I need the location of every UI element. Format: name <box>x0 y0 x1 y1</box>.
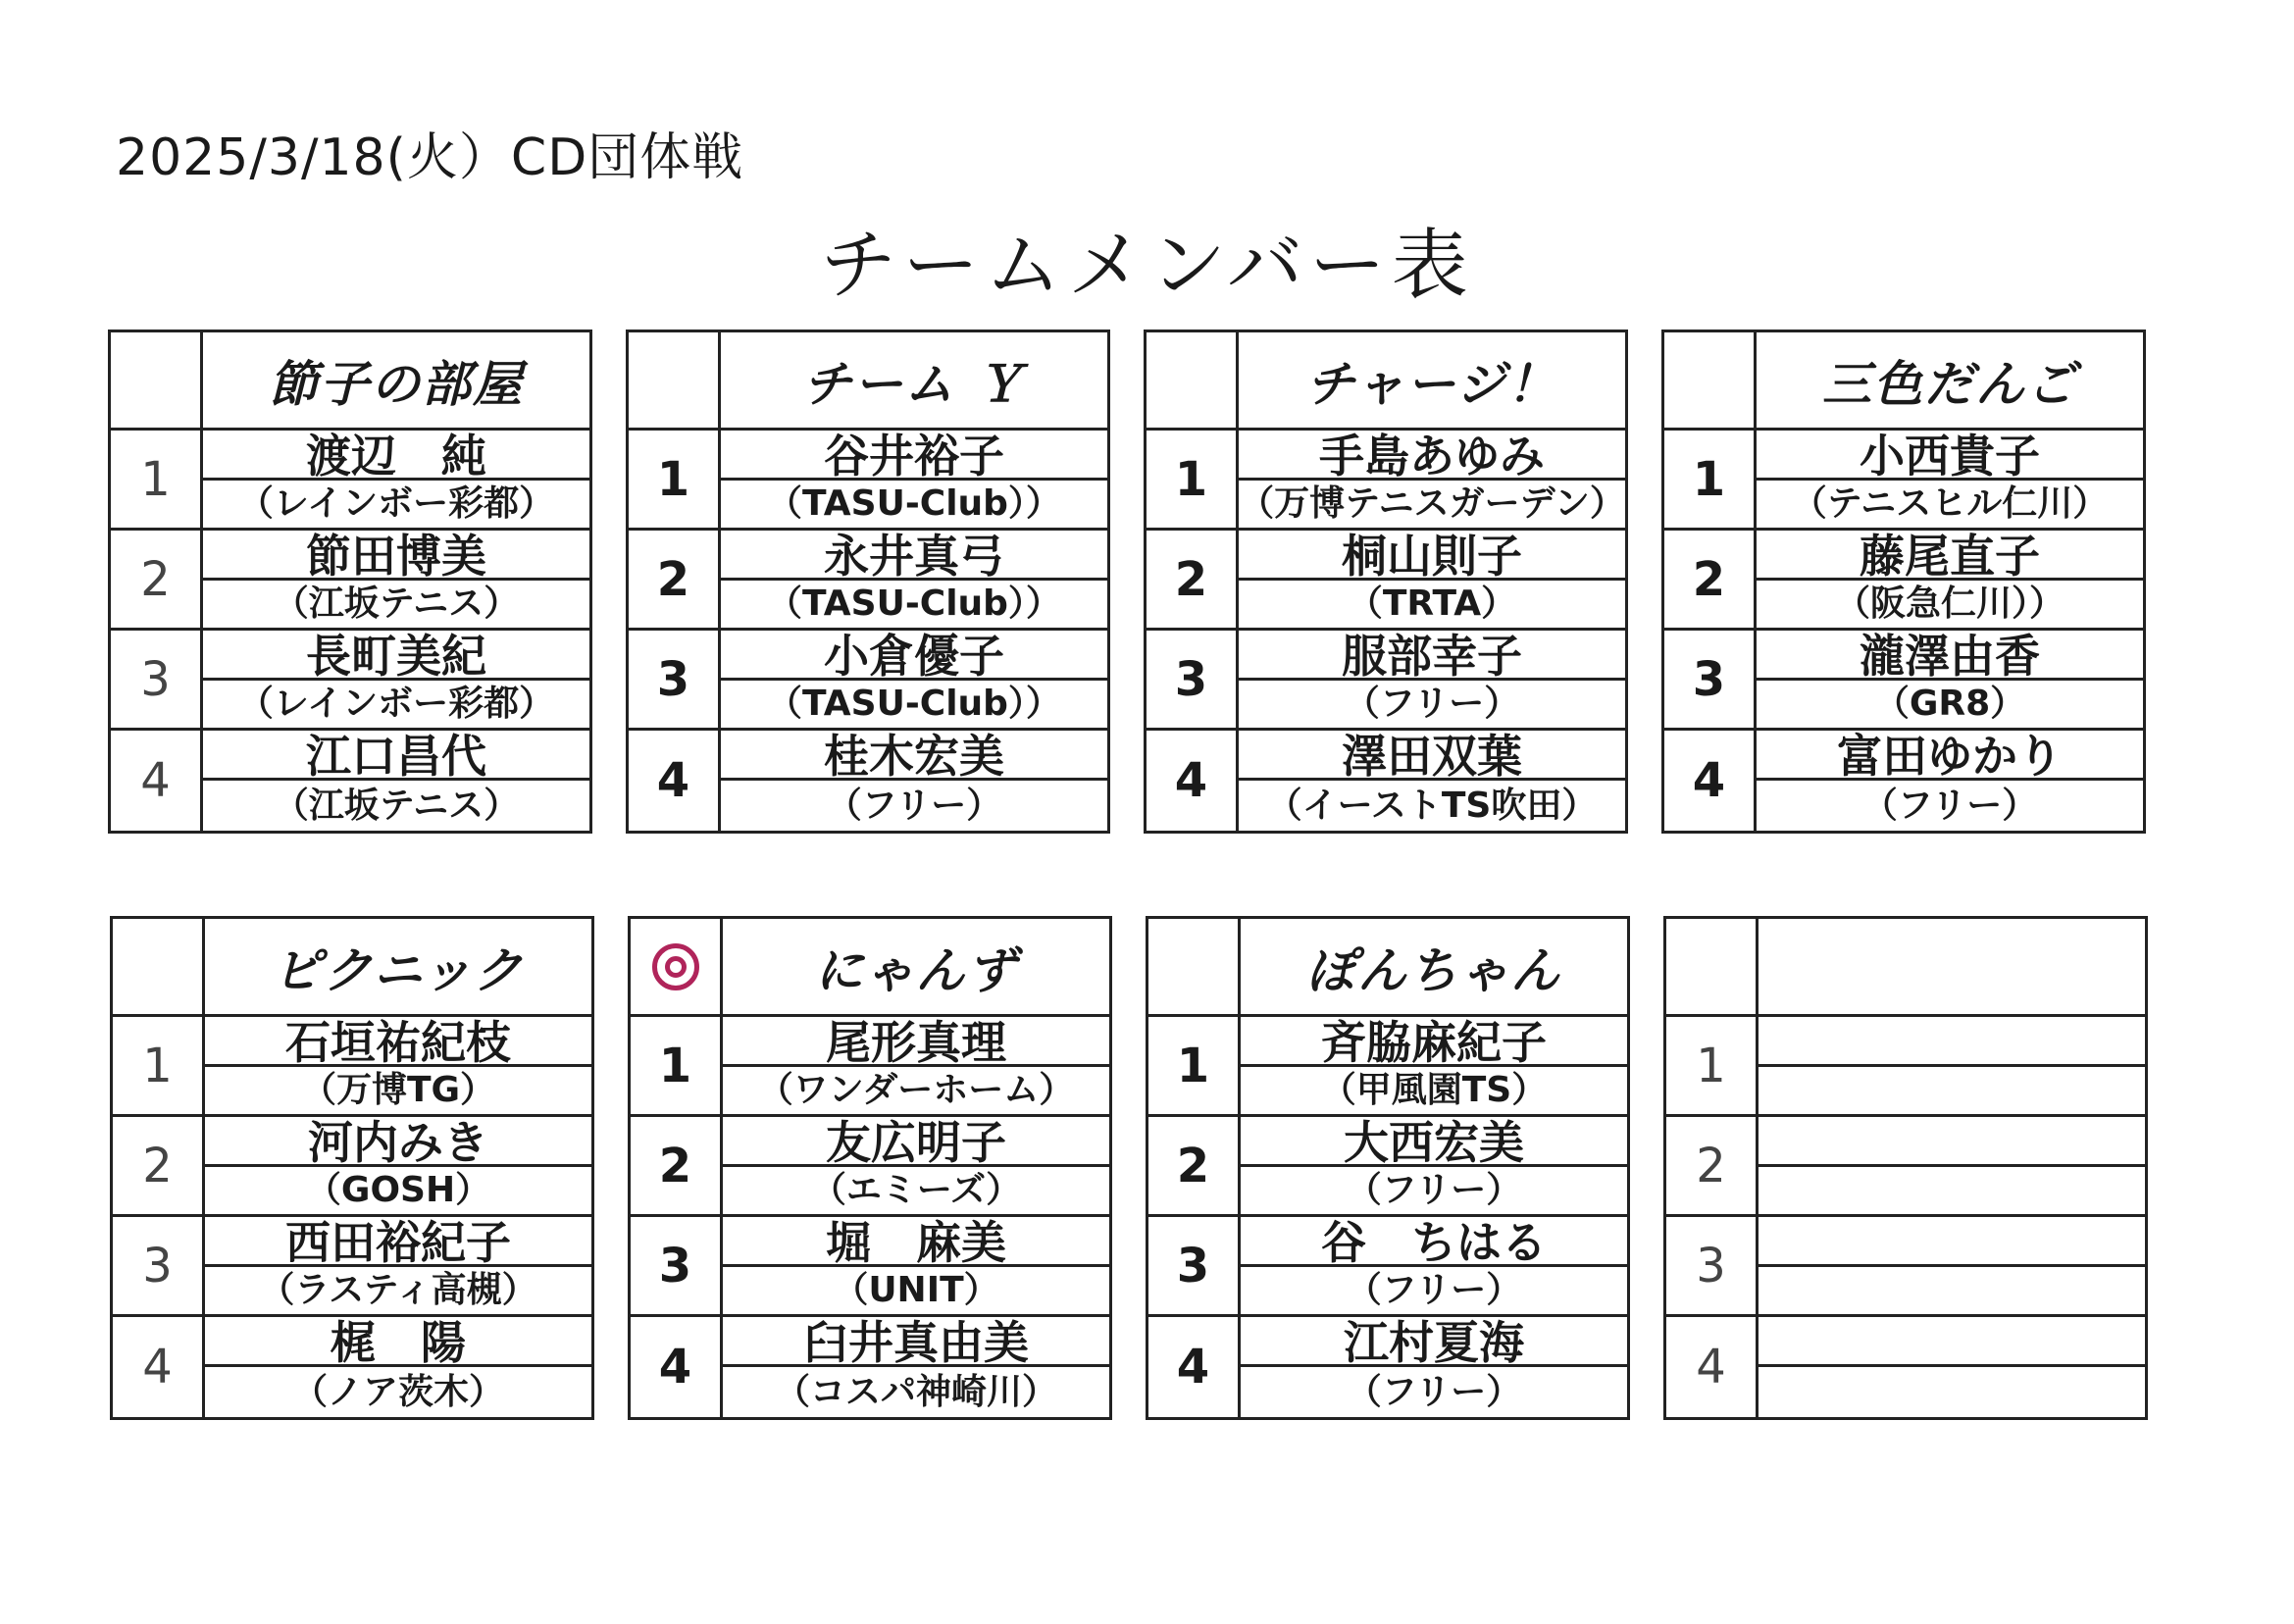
member-club: （コスパ神崎川） <box>774 1371 1057 1412</box>
member-number: 4 <box>1666 1317 1759 1417</box>
team-table <box>1661 330 2146 834</box>
mark-cell <box>1148 919 1241 1014</box>
member-club: （レインボー彩都） <box>237 684 555 724</box>
mark-cell <box>1664 332 1757 428</box>
member-row <box>113 1117 591 1217</box>
member-name: 長町美紀 <box>203 631 589 681</box>
member-row <box>1666 1217 2145 1317</box>
member-name: 澤田双葉 <box>1239 731 1625 781</box>
member-club <box>1759 1267 2145 1314</box>
team-header <box>111 332 589 431</box>
double-circle-icon <box>652 943 699 990</box>
mark-cell <box>113 919 205 1014</box>
member-name: 渡辺 純 <box>203 431 589 481</box>
member-row <box>1664 531 2143 631</box>
member-cell <box>723 1217 1109 1314</box>
mark-cell <box>629 332 721 428</box>
member-number: 1 <box>631 1017 723 1114</box>
member-number: 2 <box>629 531 721 628</box>
member-number: 1 <box>1666 1017 1759 1114</box>
member-name: 谷 ちはる <box>1241 1217 1627 1267</box>
member-name: 斉脇麻紀子 <box>1241 1017 1627 1067</box>
member-cell <box>203 531 589 628</box>
member-cell <box>1757 731 2143 831</box>
team-name: にゃんず <box>814 941 1018 999</box>
member-club: （ワンダーホーム） <box>757 1070 1075 1110</box>
member-name <box>1759 1317 2145 1367</box>
member-row <box>1666 1017 2145 1117</box>
member-row <box>1664 431 2143 531</box>
member-row <box>1664 631 2143 731</box>
member-name: 手島あゆみ <box>1239 431 1625 481</box>
team-table <box>1663 916 2148 1420</box>
member-cell <box>1757 431 2143 528</box>
member-name: 谷井裕子 <box>721 431 1107 481</box>
member-cell <box>203 631 589 728</box>
member-cell <box>1241 1217 1627 1314</box>
member-number: 4 <box>631 1317 723 1417</box>
member-number: 3 <box>111 631 203 728</box>
member-cell <box>1239 431 1625 528</box>
member-number: 3 <box>1148 1217 1241 1314</box>
member-number: 4 <box>113 1317 205 1417</box>
member-club: （イーストTS吹田） <box>1266 785 1598 826</box>
member-name: 小倉優子 <box>721 631 1107 681</box>
member-club: （TRTA） <box>1347 584 1517 624</box>
member-row <box>1664 731 2143 831</box>
team-table <box>108 330 592 834</box>
member-row <box>631 1117 1109 1217</box>
member-name: 尾形真理 <box>723 1017 1109 1067</box>
member-name: 藤尾直子 <box>1757 531 2143 581</box>
member-club: （エミーズ） <box>810 1170 1022 1210</box>
member-club <box>1759 1167 2145 1214</box>
member-name: 江口昌代 <box>203 731 589 781</box>
member-club: （レインボー彩都） <box>237 483 555 524</box>
member-club: （UNIT） <box>833 1270 999 1310</box>
member-club: （フリー） <box>1861 785 2038 826</box>
member-club: （フリー） <box>826 785 1002 826</box>
member-name: 桐山則子 <box>1239 531 1625 581</box>
member-row <box>631 1217 1109 1317</box>
member-cell <box>723 1017 1109 1114</box>
member-number: 3 <box>1147 631 1239 728</box>
member-number: 1 <box>113 1017 205 1114</box>
member-name: 小西貴子 <box>1757 431 2143 481</box>
team-header <box>1664 332 2143 431</box>
member-number: 3 <box>629 631 721 728</box>
member-row <box>631 1017 1109 1117</box>
member-cell <box>205 1117 591 1214</box>
team-name: チーム Ｙ <box>802 355 1026 413</box>
member-name: 友広明子 <box>723 1117 1109 1167</box>
member-club: （フリー） <box>1346 1371 1522 1412</box>
member-row <box>1148 1117 1627 1217</box>
mark-cell <box>1666 919 1759 1014</box>
mark-cell <box>111 332 203 428</box>
member-number: 2 <box>1664 531 1757 628</box>
member-cell <box>723 1117 1109 1214</box>
member-row <box>111 631 589 731</box>
member-cell <box>1239 731 1625 831</box>
member-cell <box>1757 531 2143 628</box>
member-cell <box>1241 1117 1627 1214</box>
member-row <box>1147 531 1625 631</box>
member-number: 2 <box>1148 1117 1241 1214</box>
member-row <box>1148 1217 1627 1317</box>
member-number: 2 <box>631 1117 723 1214</box>
member-number: 2 <box>113 1117 205 1214</box>
team-name: チャージ！ <box>1305 355 1558 413</box>
member-number: 3 <box>1666 1217 1759 1314</box>
member-cell <box>1241 1317 1627 1417</box>
member-cell <box>205 1217 591 1314</box>
member-cell <box>1759 1217 2145 1314</box>
member-club: （TASU-Club）） <box>767 584 1061 624</box>
member-name: 服部幸子 <box>1239 631 1625 681</box>
member-name: 瀧澤由香 <box>1757 631 2143 681</box>
member-name: 節田博美 <box>203 531 589 581</box>
member-club: （甲風園TS） <box>1320 1070 1548 1110</box>
member-club: （GOSH） <box>305 1170 491 1210</box>
member-number: 4 <box>1148 1317 1241 1417</box>
member-row <box>629 531 1107 631</box>
member-name <box>1759 1017 2145 1067</box>
team-name: 三色だんご <box>1822 355 2077 413</box>
member-number: 3 <box>113 1217 205 1314</box>
team-name: ぽんちゃん <box>1306 941 1561 999</box>
member-row <box>113 1017 591 1117</box>
member-number: 1 <box>111 431 203 528</box>
member-row <box>111 431 589 531</box>
member-row <box>1666 1117 2145 1217</box>
member-number: 2 <box>111 531 203 628</box>
mark-cell <box>631 919 723 1014</box>
member-row <box>111 531 589 631</box>
member-club: （万博テニスガーデン） <box>1239 483 1625 524</box>
team-table <box>1144 330 1628 834</box>
team-table <box>1146 916 1630 1420</box>
team-header <box>631 919 1109 1017</box>
team-table <box>110 916 594 1420</box>
member-cell <box>1759 1317 2145 1417</box>
member-club: （江坂テニス） <box>273 785 520 826</box>
member-club: （ノア茨木） <box>291 1371 504 1412</box>
team-name: ピクニック <box>272 941 525 999</box>
member-club: （フリー） <box>1346 1270 1522 1310</box>
member-cell <box>1759 1017 2145 1114</box>
member-name: 西田裕紀子 <box>205 1217 591 1267</box>
member-name: 堀 麻美 <box>723 1217 1109 1267</box>
team-header <box>1147 332 1625 431</box>
member-name: 大西宏美 <box>1241 1117 1627 1167</box>
member-number: 4 <box>111 731 203 831</box>
member-number: 2 <box>1666 1117 1759 1214</box>
member-club: （フリー） <box>1346 1170 1522 1210</box>
member-number: 1 <box>1147 431 1239 528</box>
member-name <box>1759 1117 2145 1167</box>
member-name: 永井真弓 <box>721 531 1107 581</box>
member-number: 4 <box>629 731 721 831</box>
member-club <box>1759 1367 2145 1417</box>
team-table <box>628 916 1112 1420</box>
member-row <box>113 1317 591 1417</box>
member-cell <box>1239 531 1625 628</box>
member-row <box>1147 431 1625 531</box>
member-name: 桂木宏美 <box>721 731 1107 781</box>
member-number: 1 <box>629 431 721 528</box>
member-club <box>1759 1067 2145 1114</box>
member-cell <box>723 1317 1109 1417</box>
member-cell <box>721 431 1107 528</box>
member-club: （ラスティ高槻） <box>259 1270 537 1310</box>
member-number: 3 <box>1664 631 1757 728</box>
member-number: 4 <box>1664 731 1757 831</box>
member-cell <box>205 1317 591 1417</box>
member-number: 3 <box>631 1217 723 1314</box>
member-club: （GR8） <box>1873 684 2026 724</box>
member-cell <box>1757 631 2143 728</box>
member-club: （阪急仁川）） <box>1834 584 2065 624</box>
team-name: 節子の部屋 <box>269 355 524 413</box>
member-name: 江村夏海 <box>1241 1317 1627 1367</box>
member-cell <box>721 631 1107 728</box>
member-club: （テニスヒル仁川） <box>1791 483 2109 524</box>
member-cell <box>1239 631 1625 728</box>
member-number: 4 <box>1147 731 1239 831</box>
member-row <box>1148 1317 1627 1417</box>
member-name: 石垣祐紀枝 <box>205 1017 591 1067</box>
mark-cell <box>1147 332 1239 428</box>
member-cell <box>1759 1117 2145 1214</box>
member-club: （江坂テニス） <box>273 584 520 624</box>
member-name: 臼井真由美 <box>723 1317 1109 1367</box>
page-title: チームメンバー表 <box>820 222 1474 310</box>
member-club: （万博TG） <box>300 1070 496 1110</box>
member-cell <box>721 531 1107 628</box>
member-row <box>629 731 1107 831</box>
member-row <box>1147 631 1625 731</box>
team-table <box>626 330 1110 834</box>
member-club: （TASU-Club）） <box>767 684 1061 724</box>
team-header <box>1148 919 1627 1017</box>
team-header <box>1666 919 2145 1017</box>
member-club: （フリー） <box>1344 684 1520 724</box>
team-header <box>113 919 591 1017</box>
team-name <box>1759 919 2145 1014</box>
member-number: 2 <box>1147 531 1239 628</box>
member-name <box>1759 1217 2145 1267</box>
member-row <box>111 731 589 831</box>
member-club: （TASU-Club）） <box>767 483 1061 524</box>
member-name: 梶 陽 <box>205 1317 591 1367</box>
member-name: 富田ゆかり <box>1757 731 2143 781</box>
member-cell <box>1241 1017 1627 1114</box>
member-cell <box>203 731 589 831</box>
member-row <box>113 1217 591 1317</box>
member-cell <box>721 731 1107 831</box>
member-row <box>1666 1317 2145 1417</box>
member-name: 河内みき <box>205 1117 591 1167</box>
member-row <box>1147 731 1625 831</box>
member-row <box>629 431 1107 531</box>
member-cell <box>205 1017 591 1114</box>
member-number: 1 <box>1664 431 1757 528</box>
member-cell <box>203 431 589 528</box>
member-row <box>629 631 1107 731</box>
team-header <box>629 332 1107 431</box>
member-row <box>1148 1017 1627 1117</box>
member-row <box>631 1317 1109 1417</box>
date-line: 2025/3/18(火）CD団体戦 <box>116 128 744 187</box>
member-number: 1 <box>1148 1017 1241 1114</box>
